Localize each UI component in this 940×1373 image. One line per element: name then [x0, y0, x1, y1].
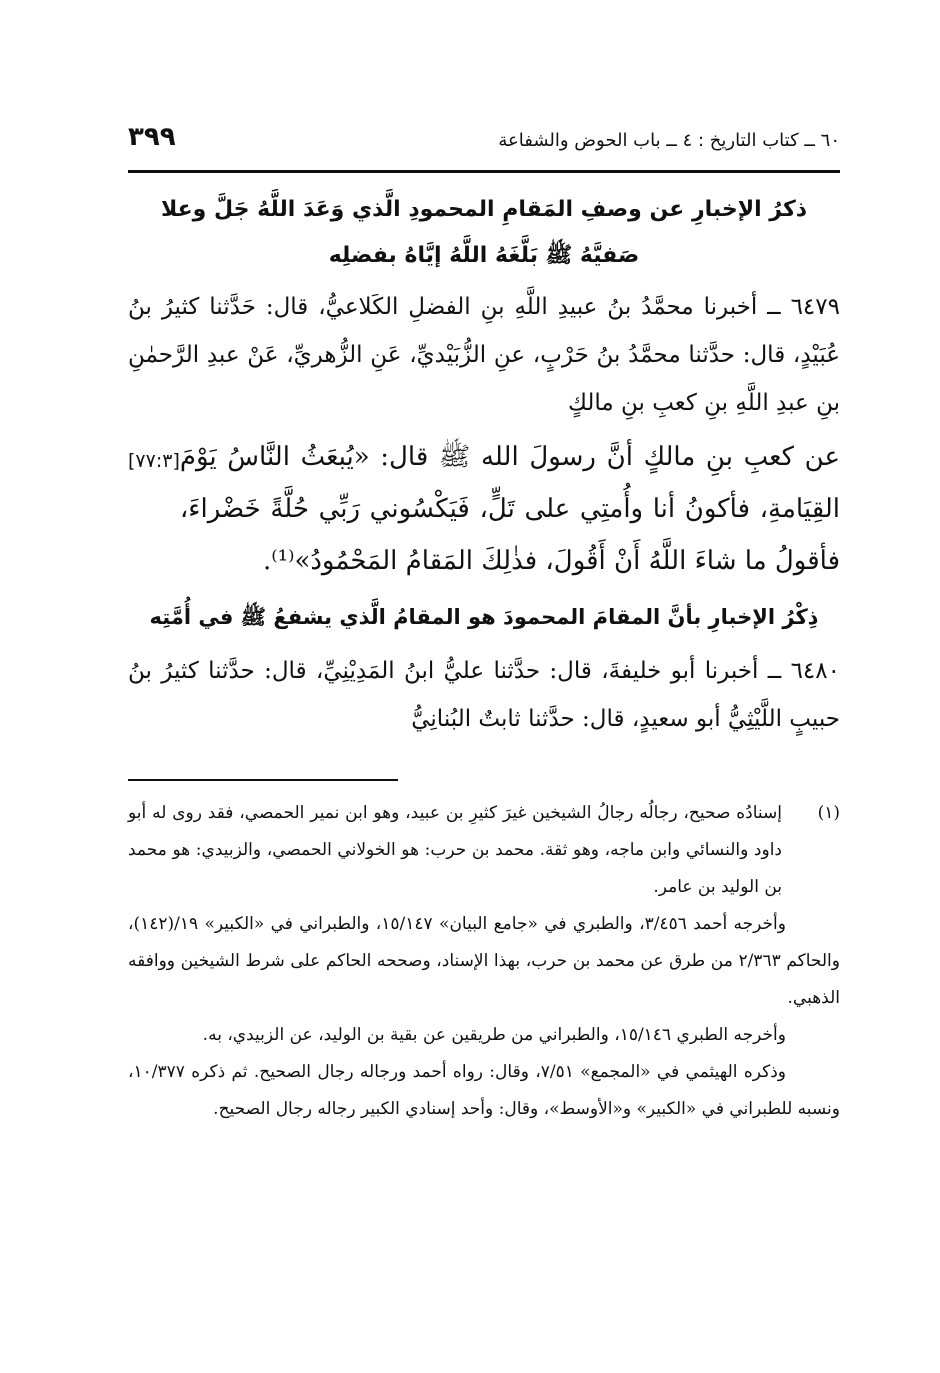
section-heading: ذكرُ الإخبارِ عن وصفِ المَقامِ المحمودِ الَّذي وَعَدَ اللَّهُ جَلَّ وعلا صَفيَّهُ ﷺ بَلَّغَهُ اللَّهُ إيَّاهُ بفضلِه	[160, 197, 808, 268]
hadith-isnad-2: ٦٤٨٠ ــ أخبرنا أبو خليفةَ، قال: حدَّثنا عليُّ ابنُ المَدِيْنِيِّ، قال: حدَّثنا كثيرُ بنُ حبيبٍ اللَّيْثِيُّ أبو سعيدٍ، قال: حدَّثنا ثابتٌ البُنانِيُّ	[128, 658, 840, 732]
book-page	[128, 118, 840, 1128]
section-heading-2: ذِكْرُ الإخبارِ بأنَّ المقامَ المحمودَ هو المقامُ الَّذي يشفعُ ﷺ في أُمَّتِه	[149, 605, 819, 629]
running-title: ٦٠ ــ كتاب التاريخ : ٤ ــ باب الحوض والشفاعة	[498, 130, 840, 151]
footnote-paragraph: وذكره الهيثمي في «المجمع» ٧/٥١، وقال: رواه أحمد ورجاله رجال الصحيح. ثم ذكره ١٠/٣٧٧، ونسبه للطبراني في «الكبير» و«الأوسط»، وقال: وأحد إسنادي الكبير رجاله رجال الصحيح.	[128, 1062, 840, 1119]
footnote-marker: (١)	[817, 803, 840, 823]
page-header	[128, 118, 840, 170]
page-number: ٣٩٩	[128, 122, 176, 152]
hadith-matn	[128, 431, 840, 587]
header-rule	[128, 170, 840, 173]
hadith-reference: [٧٧:٣]	[128, 450, 180, 472]
footnote-paragraph: وأخرجه أحمد ٣/٤٥٦، والطبري في «جامع البيان» ١٥/١٤٧، والطبراني في «الكبير» ١٩/(١٤٢)، والحاكم ٢/٣٦٣ من طرق عن محمد بن حرب، بهذا الإسناد، وصححه الحاكم على شرط الشيخين ووافقه الذهبي.	[128, 914, 840, 1008]
footnote-paragraph: وأخرجه الطبري ١٥/١٤٦، والطبراني من طريقين عن بقية بن الوليد، عن الزبيدي، به.	[202, 1025, 786, 1045]
footnote-1	[128, 795, 840, 906]
hadith-text: عن كعبِ بنِ مالكٍ أنَّ رسولَ الله ﷺ قال: «يُبعَثُ النَّاسُ يَوْمَ القِيَامةِ، فأكونُ أنا وأُمتِي على تَلٍّ، فَيَكْسُوني رَبِّي حُلَّةً خَضْراءَ، فأقولُ ما شاءَ اللَّهُ أَنْ أَقُولَ، فذٰلِكَ المَقامُ المَحْمُودُ»⁽¹⁾.	[179, 442, 840, 576]
footnote-separator	[128, 779, 398, 781]
footnote-text: إسنادُه صحيح، رجالُه رجالُ الشيخين غيرَ كثيرِ بن عبيد، وهو ابن نمير الحمصي، فقد روى له أبو داود والنسائي وابن ماجه، وهو ثقة. محمد بن حرب: هو الخولاني الحمصي، والزبيدي: هو محمد بن الوليد بن عامر.	[128, 803, 782, 897]
hadith-isnad: ٦٤٧٩ ــ أخبرنا محمَّدُ بنُ عبيدِ اللَّهِ بنِ الفضلِ الكَلاعيُّ، قال: حَدَّثنا كثيرُ بنُ عُبَيْدٍ، قال: حدَّثنا محمَّدُ بنُ حَرْبٍ، عنِ الزُّبَيْديِّ، عَنِ الزُّهريِّ، عَنْ عبدِ الرَّحمٰنِ بنِ عبدِ اللَّهِ بنِ كعبِ بنِ مالكٍ	[128, 294, 840, 416]
